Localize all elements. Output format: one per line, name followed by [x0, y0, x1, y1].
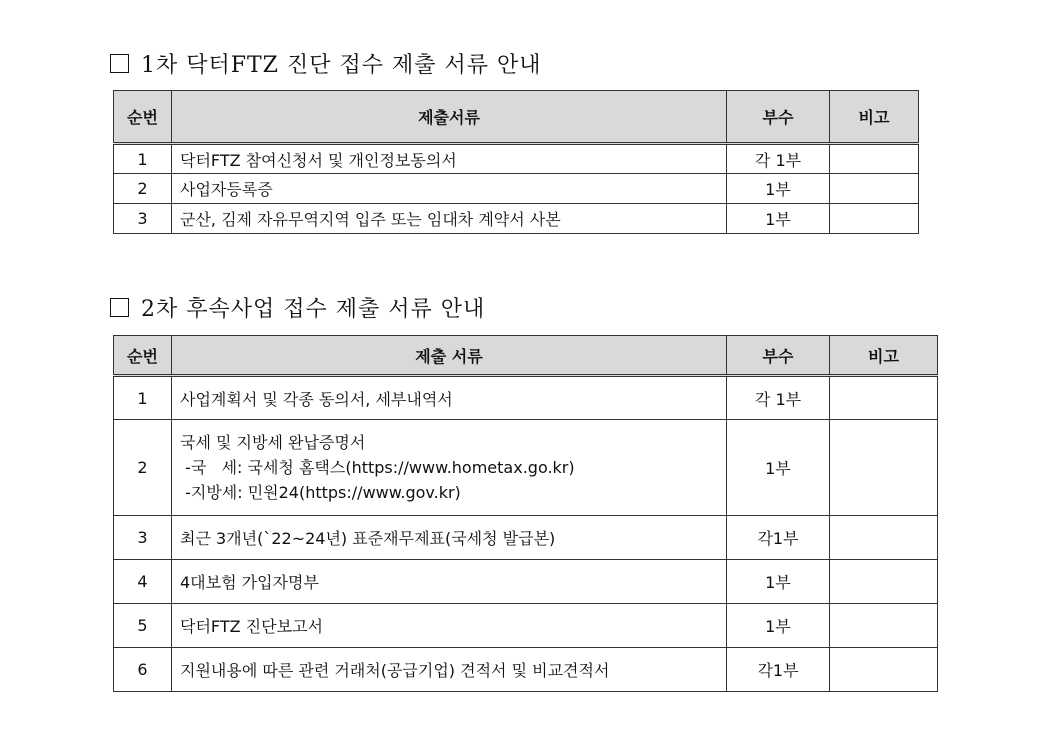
row-doc: 4대보험 가입자명부	[172, 560, 727, 604]
row-note	[830, 204, 919, 234]
row-copies: 각1부	[727, 648, 830, 692]
row-note	[830, 560, 938, 604]
header-doc: 제출서류	[172, 91, 727, 144]
header-copies: 부수	[727, 91, 830, 144]
section2-title: 2차 후속사업 접수 제출 서류 안내	[141, 297, 486, 322]
section1-table	[113, 90, 919, 234]
row-no: 2	[114, 420, 172, 516]
table-row	[114, 174, 919, 204]
doc-line: -국 세: 국세청 홈택스(https://www.hometax.go.kr)	[180, 458, 575, 477]
row-doc: 지원내용에 따른 관련 거래처(공급기업) 견적서 및 비교견적서	[172, 648, 727, 692]
row-no: 5	[114, 604, 172, 648]
row-copies: 각 1부	[727, 144, 830, 174]
table-row	[114, 376, 938, 420]
row-doc	[172, 420, 727, 516]
header-doc: 제출 서류	[172, 336, 727, 376]
row-note	[830, 376, 938, 420]
row-no: 3	[114, 204, 172, 234]
row-note	[830, 174, 919, 204]
header-no: 순번	[114, 91, 172, 144]
row-note	[830, 604, 938, 648]
row-doc: 사업자등록증	[172, 174, 727, 204]
row-copies: 1부	[727, 174, 830, 204]
checkbox-square-icon	[110, 54, 129, 73]
table-row	[114, 604, 938, 648]
section1-heading	[110, 48, 541, 79]
row-no: 1	[114, 376, 172, 420]
header-note: 비고	[830, 91, 919, 144]
row-copies: 각1부	[727, 516, 830, 560]
table-header-row	[114, 91, 919, 144]
row-note	[830, 648, 938, 692]
row-no: 1	[114, 144, 172, 174]
doc-line: 국세 및 지방세 완납증명서	[180, 433, 366, 452]
row-copies: 1부	[727, 560, 830, 604]
row-doc: 닥터FTZ 참여신청서 및 개인정보동의서	[172, 144, 727, 174]
row-no: 2	[114, 174, 172, 204]
section2-heading	[110, 292, 485, 323]
row-note	[830, 516, 938, 560]
row-note	[830, 420, 938, 516]
row-copies: 1부	[727, 420, 830, 516]
header-copies: 부수	[727, 336, 830, 376]
header-note: 비고	[830, 336, 938, 376]
doc-line: -지방세: 민원24(https://www.gov.kr)	[180, 483, 461, 502]
row-note	[830, 144, 919, 174]
row-no: 3	[114, 516, 172, 560]
row-no: 6	[114, 648, 172, 692]
row-copies: 1부	[727, 604, 830, 648]
row-copies: 1부	[727, 204, 830, 234]
row-doc: 사업계획서 및 각종 동의서, 세부내역서	[172, 376, 727, 420]
header-no: 순번	[114, 336, 172, 376]
row-copies: 각 1부	[727, 376, 830, 420]
table-row	[114, 516, 938, 560]
row-doc: 닥터FTZ 진단보고서	[172, 604, 727, 648]
section1-title: 1차 닥터FTZ 진단 접수 제출 서류 안내	[141, 53, 542, 78]
checkbox-square-icon	[110, 298, 129, 317]
row-doc: 최근 3개년(`22~24년) 표준재무제표(국세청 발급본)	[172, 516, 727, 560]
row-no: 4	[114, 560, 172, 604]
row-doc: 군산, 김제 자유무역지역 입주 또는 임대차 계약서 사본	[172, 204, 727, 234]
table-row	[114, 560, 938, 604]
table-row	[114, 144, 919, 174]
table-row	[114, 648, 938, 692]
table-row	[114, 204, 919, 234]
table-header-row	[114, 336, 938, 376]
section2-table	[113, 335, 938, 692]
table-row	[114, 420, 938, 516]
